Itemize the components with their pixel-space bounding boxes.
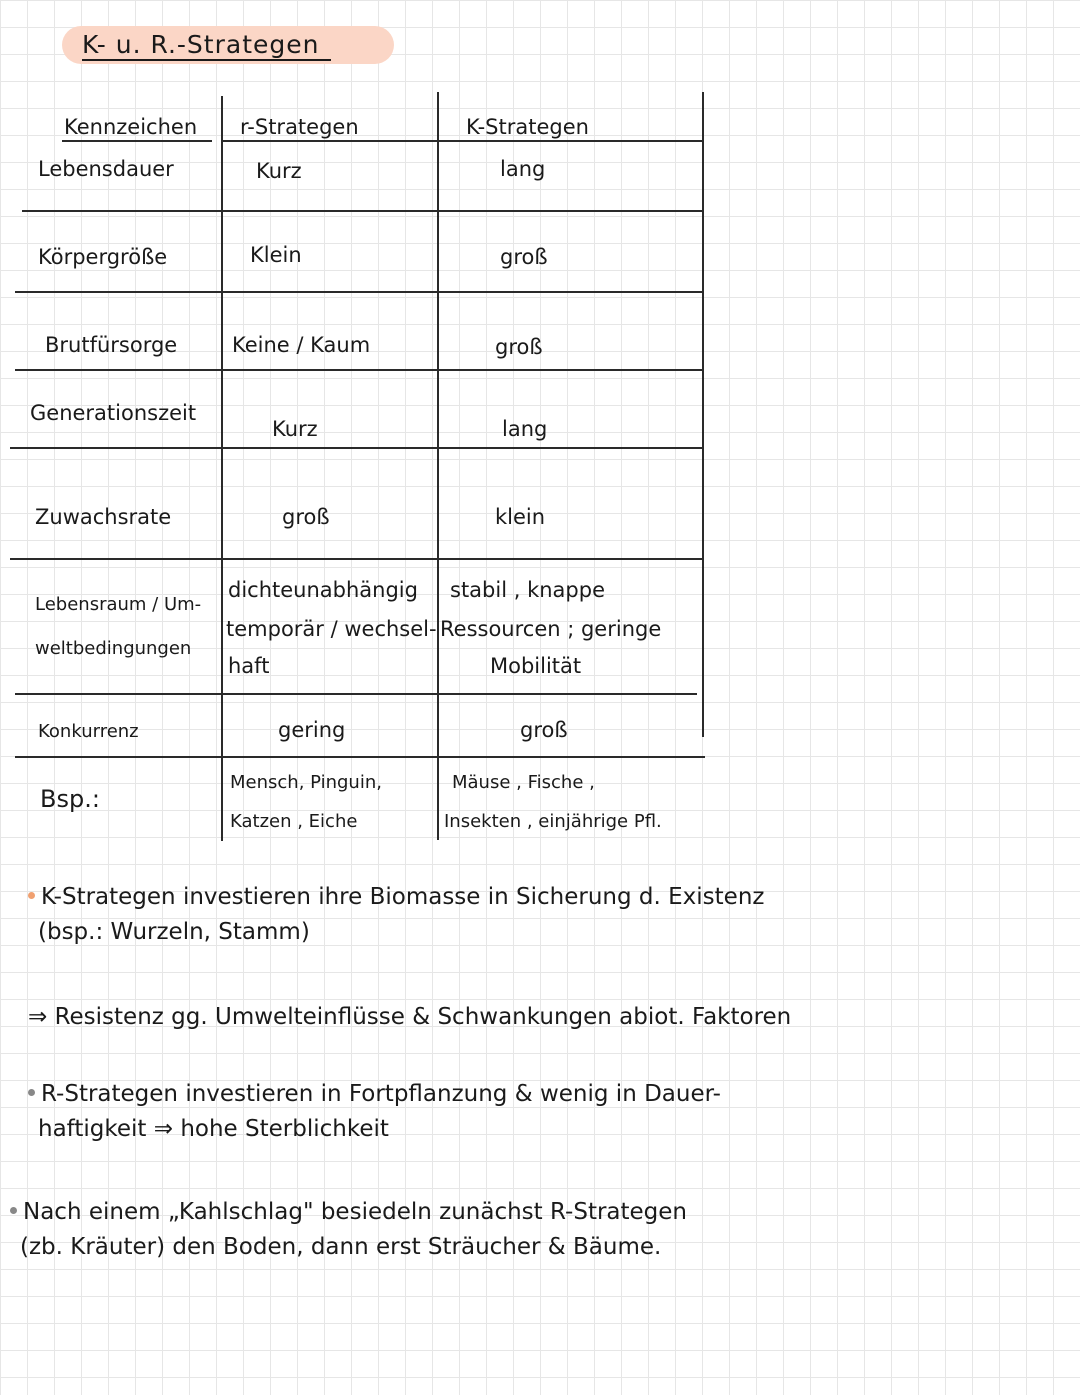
- cell-k-lebensraum-2: Ressourcen ; geringe: [440, 617, 662, 641]
- cell-k-zuwachsrate: klein: [495, 505, 546, 529]
- page-title: K- u. R.-Strategen: [82, 30, 331, 61]
- note-k-strategen: [28, 880, 764, 949]
- note-line: haftigkeit ⇒ hohe Sterblichkeit: [38, 1115, 389, 1142]
- cell-r-koerpergroesse: Klein: [250, 243, 302, 267]
- row-label-zuwachsrate: Zuwachsrate: [35, 505, 172, 529]
- cell-r-brutfuersorge: Keine / Kaum: [232, 333, 371, 357]
- cell-r-generationszeit: Kurz: [272, 417, 318, 441]
- note-line: (bsp.: Wurzeln, Stamm): [38, 918, 310, 945]
- row-label-generationszeit: Generationszeit: [30, 401, 197, 425]
- header-k-strategen: K-Strategen: [466, 115, 589, 139]
- bullet-icon: [28, 892, 35, 899]
- note-line: K-Strategen investieren ihre Biomasse in Sicherung d. Existenz: [41, 884, 765, 910]
- cell-r-beispiele-2: Katzen , Eiche: [230, 811, 358, 832]
- note-line: ⇒ Resistenz gg. Umwelteinflüsse & Schwankungen abiot. Faktoren: [28, 1004, 792, 1030]
- note-line: R-Strategen investieren in Fortpflanzung & wenig in Dauer-: [41, 1081, 721, 1107]
- note-kahlschlag: [10, 1195, 687, 1264]
- bullet-icon: [28, 1089, 35, 1096]
- cell-k-generationszeit: lang: [502, 417, 548, 441]
- cell-k-konkurrenz: groß: [520, 718, 568, 742]
- row-label-beispiele: Bsp.:: [40, 785, 100, 813]
- bullet-icon: [10, 1207, 17, 1214]
- note-resistenz: [28, 1000, 791, 1035]
- note-line: (zb. Kräuter) den Boden, dann erst Sträucher & Bäume.: [20, 1233, 662, 1260]
- header-kennzeichen: Kennzeichen: [64, 115, 198, 139]
- cell-r-konkurrenz: gering: [278, 718, 346, 742]
- row-label-brutfuersorge: Brutfürsorge: [45, 333, 178, 357]
- cell-r-lebensraum-2: temporär / wechsel-: [226, 617, 437, 641]
- row-divider: [15, 756, 705, 758]
- row-divider: [10, 558, 702, 560]
- row-label-konkurrenz: Konkurrenz: [38, 721, 139, 742]
- note-r-strategen: [28, 1077, 721, 1146]
- cell-r-beispiele-1: Mensch, Pinguin,: [230, 772, 382, 793]
- cell-r-zuwachsrate: groß: [282, 505, 330, 529]
- row-label-lebensraum-1: Lebensraum / Um-: [35, 594, 202, 615]
- cell-k-brutfuersorge: groß: [495, 335, 543, 359]
- title-highlight: [62, 26, 394, 64]
- header-r-strategen: r-Strategen: [240, 115, 359, 139]
- col-divider-2: [437, 92, 439, 840]
- cell-k-lebensdauer: lang: [500, 157, 546, 181]
- cell-r-lebensdauer: Kurz: [256, 159, 302, 183]
- row-divider: [22, 210, 702, 212]
- cell-r-lebensraum-3: haft: [228, 654, 270, 678]
- row-label-lebensraum-2: weltbedingungen: [35, 638, 192, 659]
- table-right-border: [702, 92, 704, 737]
- row-divider: [15, 291, 703, 293]
- cell-k-lebensraum-3: Mobilität: [490, 654, 582, 678]
- cell-k-koerpergroesse: groß: [500, 245, 548, 269]
- note-line: Nach einem „Kahlschlag" besiedeln zunächst R-Strategen: [23, 1199, 688, 1225]
- row-divider: [15, 693, 697, 695]
- col-divider-1: [221, 96, 223, 841]
- cell-k-beispiele-1: Mäuse , Fische ,: [452, 772, 595, 793]
- cell-r-lebensraum-1: dichteunabhängig: [228, 578, 418, 602]
- cell-k-lebensraum-1: stabil , knappe: [450, 578, 605, 602]
- row-label-lebensdauer: Lebensdauer: [38, 157, 174, 181]
- row-divider: [10, 447, 702, 449]
- cell-k-beispiele-2: Insekten , einjährige Pfl.: [444, 811, 662, 832]
- row-divider: [15, 369, 703, 371]
- row-label-koerpergroesse: Körpergröße: [38, 245, 168, 269]
